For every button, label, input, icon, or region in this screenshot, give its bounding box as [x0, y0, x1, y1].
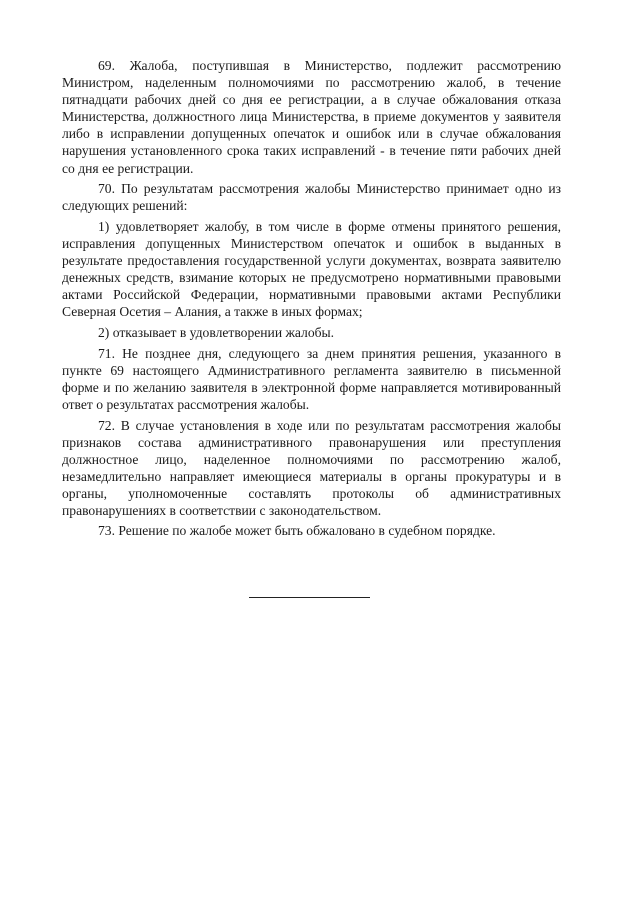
paragraph-70: 70. По результатам рассмотрения жалобы Министерство принимает одно из следующих решений: [62, 180, 561, 213]
paragraph-70-option-2: 2) отказывает в удовлетворении жалобы. [98, 325, 335, 341]
paragraph-70-option-1: 1) удовлетворяет жалобу, в том числе в форме отмены принятого решения, исправления допущенных Министерством опечаток и ошибок в выданных в результате предоставления государственной услуги документах, возврата заявителю денежных средств, взимание которых не предусмотрено нормативными правовыми актами Российской Федерации, нормативными правовыми актами Республики Северная Осетия – Алания, а также в иных формах; [62, 218, 561, 320]
paragraph-71: 71. Не позднее дня, следующего за днем принятия решения, указанного в пункте 69 настоящего Административного регламента заявителю в письменной форме и по желанию заявителя в электронной форме направляется мотивированный ответ о результатах рассмотрения жалобы. [62, 345, 561, 412]
end-separator-line [249, 597, 370, 598]
paragraph-72: 72. В случае установления в ходе или по результатам рассмотрения жалобы признаков состава административного правонарушения или преступления должностное лицо, наделенное полномочиями по рассмотрению жалоб, незамедлительно направляет имеющиеся материалы в органы прокуратуры и в органы, уполномоченные составлять протоколы об административных правонарушениях в соответствии с законодательством. [62, 417, 561, 519]
document-page [62, 57, 561, 540]
paragraph-69: 69. Жалоба, поступившая в Министерство, подлежит рассмотрению Министром, наделенным полномочиями по рассмотрению жалоб, в течение пятнадцати рабочих дней со дня ее регистрации, а в случае обжалования отказа Министерства, должностного лица Министерства, в приеме документов у заявителя либо в исправлении допущенных опечаток и ошибок или в случае обжалования нарушения установленного срока таких исправлений - в течение пяти рабочих дней со дня ее регистрации. [62, 58, 561, 176]
paragraph-73: 73. Решение по жалобе может быть обжаловано в судебном порядке. [98, 523, 496, 539]
